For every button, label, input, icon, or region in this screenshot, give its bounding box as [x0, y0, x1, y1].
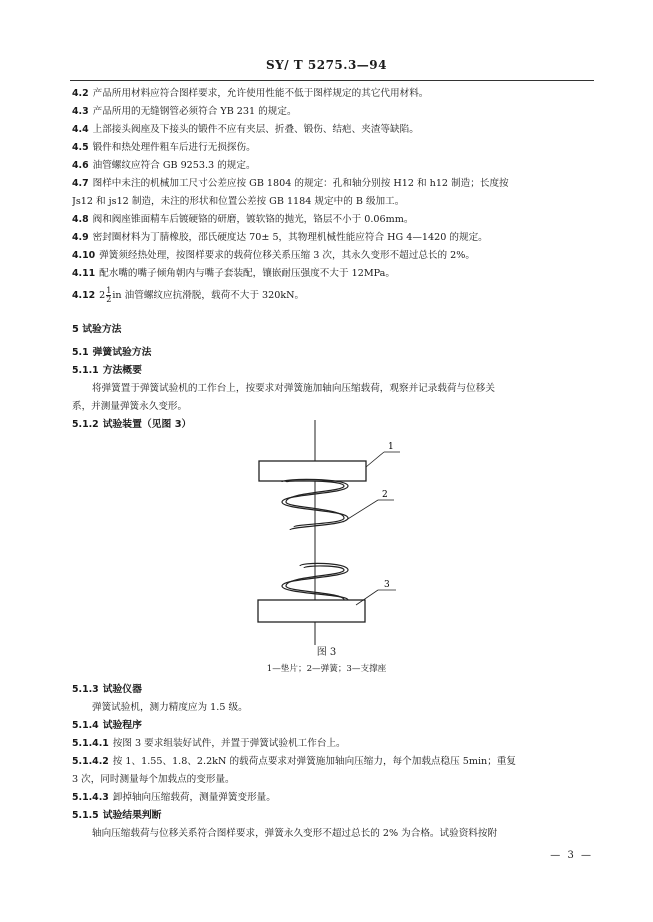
section-title: 试验程序	[102, 720, 142, 731]
callout-leader-3	[356, 590, 378, 605]
section-number: 5.1.3	[72, 684, 99, 695]
clause-5-1-4-2-continued	[72, 773, 594, 786]
section-5-1-4-heading	[72, 719, 594, 732]
clause-number: 4.12	[72, 290, 96, 301]
callout-label-2: 2	[382, 490, 388, 500]
figure-caption: 图 3	[316, 647, 337, 658]
clause-text: 按图 3 要求组装好试件，并置于弹簧试验机工作台上。	[112, 738, 346, 749]
section-5-1-5-heading	[72, 809, 594, 822]
clause-number: 4.7	[72, 178, 89, 189]
clause-text: 配水嘴的嘴子倾角朝内与嘴子套装配，镶嵌耐压强度不大于 12MPa。	[99, 268, 395, 279]
callout-leader-1	[366, 452, 384, 467]
clause-text: 3 次，同时测量每个加载点的变形量。	[72, 774, 235, 785]
callout-label-1: 1	[388, 442, 394, 452]
clause-text: 阀和阀座锥面精车后镀硬铬的研磨，镀软铬的抛光，铬层不小于 0.06mm。	[92, 214, 414, 225]
section-number: 5.1.2	[72, 419, 99, 430]
section-number: 5.1	[72, 347, 89, 358]
clause-number: 4.9	[72, 232, 89, 243]
bottom-support-seat	[258, 600, 365, 622]
section-number: 5.1.4	[72, 720, 99, 731]
clause-text: 上部接头阀座及下接头的锻件不应有夹层、折叠、锻伤、结疤、夹渣等缺陷。	[92, 124, 419, 135]
clause-number: 4.4	[72, 124, 89, 135]
clause-number: 5.1.4.3	[72, 792, 109, 803]
fraction-whole: 2	[99, 290, 106, 301]
section-title: 试验装置（见图 3）	[102, 419, 192, 430]
standard-code-header: SY/ T 5275.3—94	[265, 58, 388, 72]
section-number: 5.1.1	[72, 365, 99, 376]
fraction-numerator: 1	[106, 286, 112, 295]
fraction-denominator: 2	[106, 295, 112, 304]
clause-text: in 油管螺纹应抗滑脱，载荷不大于 320kN。	[112, 290, 305, 301]
clause-number: 4.6	[72, 160, 89, 171]
clause-text: 按 1、1.55、1.8、2.2kN 的载荷点要求对弹簧施加轴向压缩力，每个加载点稳压 5min；重复	[112, 756, 516, 767]
clause-number: 4.5	[72, 142, 89, 153]
clause-number: 4.2	[72, 88, 89, 99]
section-title: 试验仪器	[102, 684, 142, 695]
clause-5-1-4-1	[72, 737, 594, 750]
paragraph-line: 将弹簧置于弹簧试验机的工作台上，按要求对弹簧施加轴向压缩载荷，观察并记录载荷与位移关	[92, 383, 495, 394]
top-pad-plate	[259, 461, 366, 481]
clause-text: Js12 和 js12 制造，未注的形状和位置公差按 GB 1184 规定中的 B 级加工。	[72, 196, 405, 207]
clause-text: 产品所用材料应符合图样要求，允许使用性能不低于图样规定的其它代用材料。	[92, 88, 429, 99]
clause-text: 产品所用的无缝钢管必须符合 YB 231 的规定。	[92, 106, 297, 117]
page-number: — 3 —	[550, 850, 593, 861]
paragraph-line: 轴向压缩载荷与位移关系符合图样要求，弹簧永久变形不超过总长的 2% 为合格。试验资料按附	[92, 828, 498, 839]
clause-number: 4.10	[72, 250, 96, 261]
paragraph-line: 系，并测量弹簧永久变形。	[72, 401, 188, 412]
clause-text: 密封圈材料为丁腈橡胶，邵氏硬度达 70± 5，其物理机械性能应符合 HG 4—1420 的规定。	[92, 232, 488, 243]
clause-number: 4.11	[72, 268, 96, 279]
callout-label-3: 3	[384, 580, 390, 590]
section-title: 方法概要	[102, 365, 142, 376]
clause-5-1-4-3	[72, 791, 594, 804]
clause-text: 图样中未注的机械加工尺寸公差应按 GB 1804 的规定：孔和轴分别按 H12 和 h12 制造；长度按	[92, 178, 509, 189]
clause-text: 锻件和热处理件粗车后进行无损探伤。	[92, 142, 256, 153]
clause-text: 弹簧须经热处理，按图样要求的载荷位移关系压缩 3 次，其永久变形不超过总长的 2%。	[99, 250, 475, 261]
paragraph-line: 弹簧试验机，测力精度应为 1.5 级。	[92, 702, 248, 713]
clause-text: 卸掉轴向压缩载荷，测量弹簧变形量。	[112, 792, 276, 803]
section-5-heading: 5 试验方法	[72, 324, 122, 335]
figure-legend: 1—垫片；2—弹簧；3—支撑座	[266, 664, 387, 674]
section-number: 5.1.5	[72, 810, 99, 821]
clause-5-1-4-2	[72, 755, 594, 768]
clause-number: 4.8	[72, 214, 89, 225]
clause-number: 5.1.4.2	[72, 756, 109, 767]
clause-number: 4.3	[72, 106, 89, 117]
section-title: 弹簧试验方法	[92, 347, 152, 358]
section-5-1-3-heading	[72, 683, 594, 696]
callout-leader-2	[343, 500, 378, 522]
clause-text: 油管螺纹应符合 GB 9253.3 的规定。	[92, 160, 256, 171]
clause-number: 5.1.4.1	[72, 738, 109, 749]
section-title: 试验结果判断	[102, 810, 162, 821]
